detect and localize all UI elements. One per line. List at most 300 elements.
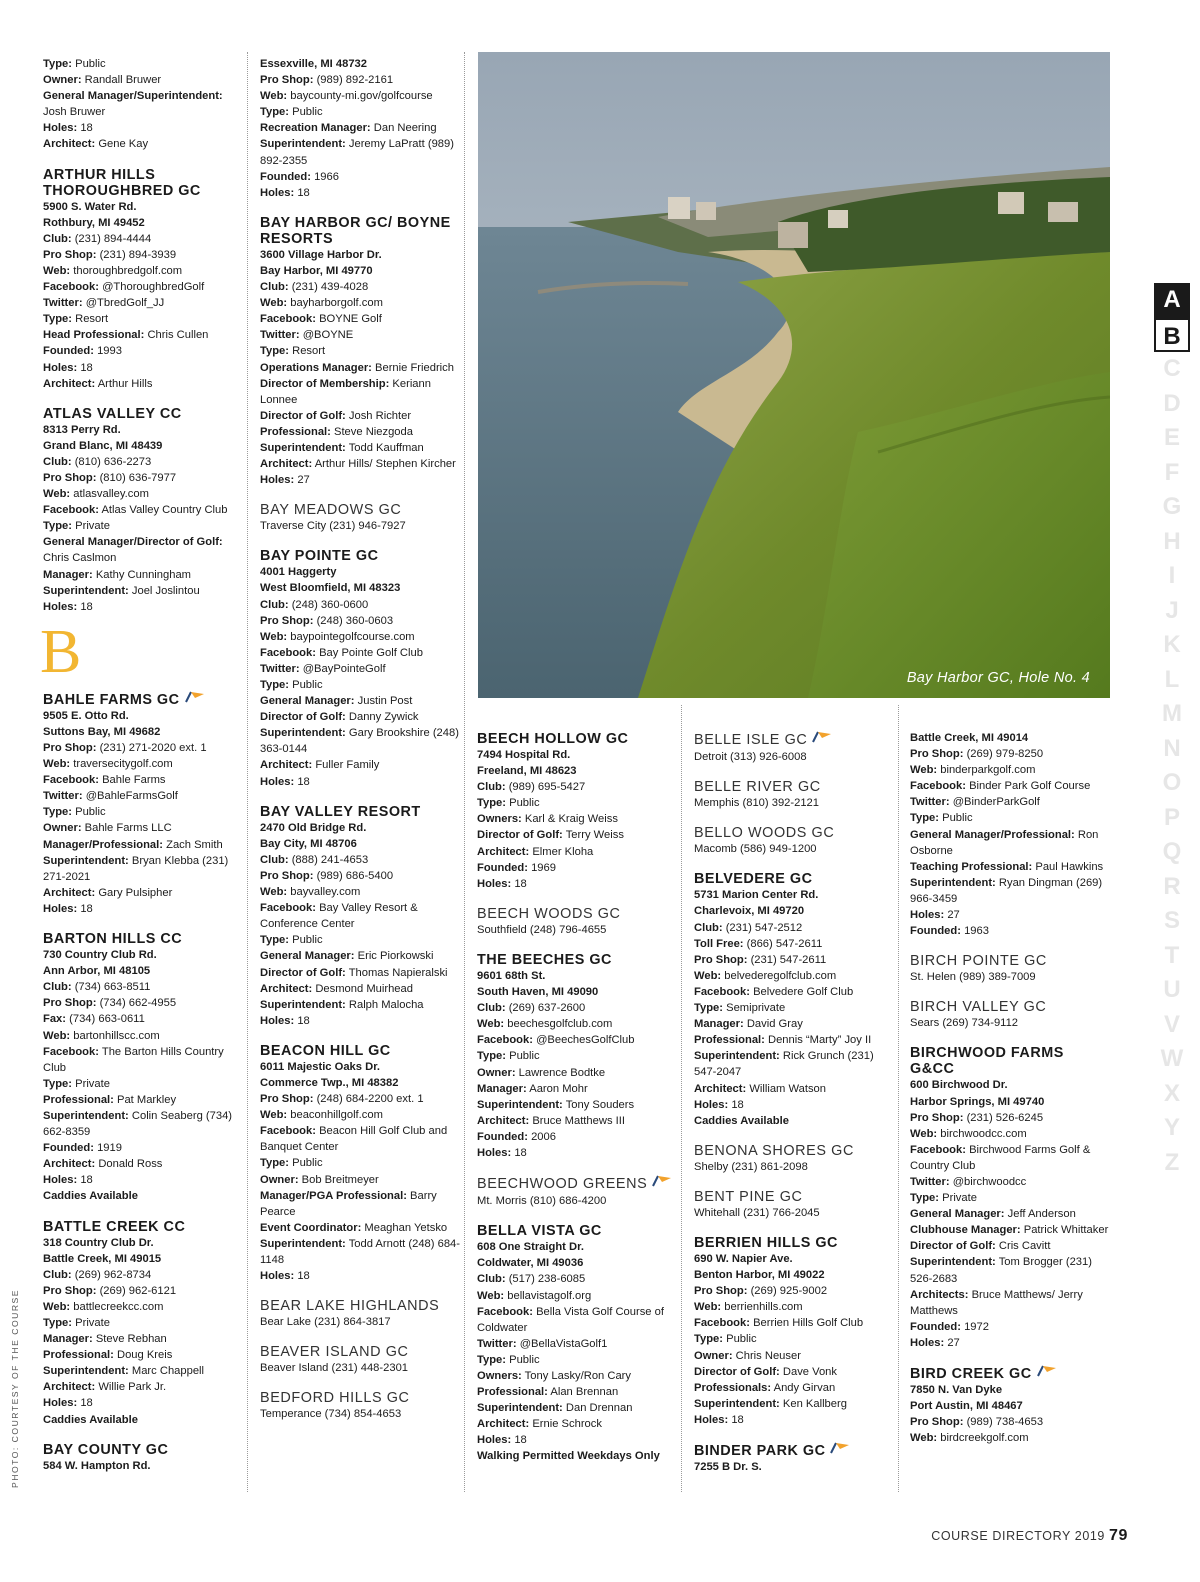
field-label: Type: xyxy=(260,934,290,947)
field-value: Resort xyxy=(75,313,109,326)
field-label: Superintendent: xyxy=(260,727,346,740)
course-name: BAHLE FARMS GC xyxy=(43,691,180,708)
listing-berrien-hills xyxy=(694,1235,894,1428)
field-value: David Gray xyxy=(746,1018,803,1031)
web-link[interactable]: beechesgolfclub.com xyxy=(507,1018,613,1031)
address: 584 W. Hampton Rd. xyxy=(43,1459,151,1472)
field-value: 18 xyxy=(731,1413,744,1426)
field-label: Architect: xyxy=(477,1114,530,1127)
field-label: Director of Golf: xyxy=(694,1365,780,1378)
field-label: Architect: xyxy=(477,1418,530,1431)
field-value: Berrien Hills Golf Club xyxy=(753,1317,864,1330)
field-label: Type: xyxy=(260,345,290,358)
field-value: Donald Ross xyxy=(98,1158,163,1171)
course-name: BEDFORD HILLS GC xyxy=(260,1390,410,1407)
field-value: 18 xyxy=(80,600,93,613)
course-name: BELLE ISLE GC xyxy=(694,732,808,748)
field-label: Facebook: xyxy=(910,780,966,793)
listing-continued xyxy=(910,730,1110,939)
field-label: Web: xyxy=(43,488,71,501)
field-value: (269) 979-8250 xyxy=(966,748,1044,761)
field-value: Private xyxy=(942,1192,977,1205)
web-link[interactable]: baypointegolfcourse.com xyxy=(290,630,415,643)
tab-y[interactable]: Y xyxy=(1163,1114,1180,1141)
field-value: (269) 925-9002 xyxy=(750,1285,828,1298)
course-info: Beaver Island (231) 448-2301 xyxy=(260,1362,409,1375)
field-label: Superintendent: xyxy=(260,998,346,1011)
web-link[interactable]: battlecreekcc.com xyxy=(73,1300,164,1313)
field-value: Dan Drennan xyxy=(565,1402,633,1415)
address: 7255 B Dr. S. xyxy=(694,1461,762,1473)
field-label: Type: xyxy=(43,58,73,70)
field-value: 18 xyxy=(731,1098,744,1111)
tab-e[interactable]: E xyxy=(1163,424,1180,451)
tab-k[interactable]: K xyxy=(1163,631,1181,658)
column-1 xyxy=(40,57,243,1482)
field-label: Superintendent: xyxy=(43,1109,129,1122)
field-label: Holes: xyxy=(260,775,295,788)
listing-bay-county xyxy=(43,1442,243,1474)
city: Benton Harbor, MI 49022 xyxy=(694,1269,825,1282)
course-name: BAY VALLEY RESORT xyxy=(260,803,421,820)
address: 690 W. Napier Ave. xyxy=(694,1252,793,1265)
tab-b[interactable]: B xyxy=(1154,318,1190,353)
web-link[interactable]: atlasvalley.com xyxy=(73,488,149,501)
field-label: Pro Shop: xyxy=(43,997,97,1010)
field-label: Director of Golf: xyxy=(910,1240,996,1253)
column-divider xyxy=(681,705,682,1492)
course-name: BATTLE CREEK CC xyxy=(43,1218,186,1235)
field-label: Club: xyxy=(43,981,72,994)
field-value: Private xyxy=(75,1317,110,1329)
field-value: (989) 892-2161 xyxy=(316,74,394,87)
field-value: Joel Joslintou xyxy=(131,584,200,597)
field-label: Pro Shop: xyxy=(43,1284,97,1297)
field-value: 1919 xyxy=(97,1142,122,1155)
letter-index xyxy=(1148,283,1190,1180)
field-label: Type: xyxy=(43,806,73,819)
course-info: Detroit (313) 926-6008 xyxy=(694,751,807,764)
flag-icon xyxy=(651,1175,673,1187)
tab-o[interactable]: O xyxy=(1162,769,1182,796)
course-name: BENT PINE GC xyxy=(694,1188,803,1205)
column-3 xyxy=(477,731,677,1473)
field-value: @BeechesGolfClub xyxy=(536,1034,635,1047)
publication-title: COURSE DIRECTORY 2019 xyxy=(931,1529,1105,1543)
city: Harbor Springs, MI 49740 xyxy=(910,1095,1045,1108)
course-name: BARTON HILLS CC xyxy=(43,931,183,948)
web-link[interactable]: beaconhillgolf.com xyxy=(290,1109,383,1122)
tab-n[interactable]: N xyxy=(1163,734,1181,762)
city: Grand Blanc, MI 48439 xyxy=(43,439,163,452)
field-label: General Manager: xyxy=(260,695,355,708)
address: 600 Birchwood Dr. xyxy=(910,1079,1008,1092)
field-label: Manager: xyxy=(694,1018,744,1031)
field-value: (231) 547-2512 xyxy=(725,921,803,934)
field-value: 18 xyxy=(297,1014,310,1027)
field-value: (888) 241-4653 xyxy=(291,853,369,866)
web-link[interactable]: bayharborgolf.com xyxy=(290,297,383,310)
field-value: Ken Kallberg xyxy=(782,1397,847,1410)
web-link[interactable]: binderparkgolf.com xyxy=(940,764,1036,777)
tab-g[interactable]: G xyxy=(1162,493,1182,520)
photo-credit: PHOTO: COURTESY OF THE COURSE xyxy=(10,1288,20,1488)
field-label: Web: xyxy=(910,1432,938,1445)
field-value: @BOYNE xyxy=(302,329,354,342)
field-label: Facebook: xyxy=(910,1143,966,1156)
field-label: Architect: xyxy=(477,845,530,858)
web-link[interactable]: berrienhills.com xyxy=(724,1301,803,1314)
field-label: Club: xyxy=(43,455,72,468)
field-value: Desmond Muirhead xyxy=(315,982,413,995)
field-label: Holes: xyxy=(260,1014,295,1027)
listing-beech-woods xyxy=(477,906,677,938)
field-label: Architect: xyxy=(260,458,313,471)
field-value: (231) 894-4444 xyxy=(74,232,152,245)
field-value: (810) 636-2273 xyxy=(74,455,152,468)
course-name: BAY COUNTY GC xyxy=(43,1441,169,1458)
listing-bay-harbor xyxy=(260,215,462,488)
listing-bent-pine xyxy=(694,1189,894,1221)
field-value: (269) 962-8734 xyxy=(74,1268,152,1281)
tab-r[interactable]: R xyxy=(1163,872,1181,900)
web-link[interactable]: bartonhillscc.com xyxy=(73,1029,160,1042)
web-link[interactable]: thoroughbredgolf.com xyxy=(73,264,183,277)
course-name: BEECH HOLLOW GC xyxy=(477,731,629,747)
field-label: Head Professional: xyxy=(43,329,145,342)
tab-v[interactable]: V xyxy=(1163,1010,1180,1038)
tab-p[interactable]: P xyxy=(1163,803,1180,831)
field-value: Bahle Farms xyxy=(102,774,166,787)
web-link[interactable]: bellavistagolf.org xyxy=(507,1289,592,1302)
field-value: William Watson xyxy=(749,1082,826,1095)
page-footer xyxy=(931,1527,1128,1545)
tab-l[interactable]: L xyxy=(1164,665,1180,693)
field-value: 18 xyxy=(297,775,310,788)
field-value: Bob Breitmeyer xyxy=(301,1173,379,1186)
field-value: Ralph Malocha xyxy=(348,998,424,1011)
field-value: Karl & Kraig Weiss xyxy=(524,813,618,826)
field-label: Web: xyxy=(43,264,71,277)
course-info: Macomb (586) 949-1200 xyxy=(694,843,817,856)
field-value: Rick Grunch (231) 547-2047 xyxy=(694,1050,874,1079)
field-value: 27 xyxy=(947,909,960,922)
web-link[interactable]: bayvalley.com xyxy=(290,886,361,899)
listing-continued xyxy=(43,56,243,153)
field-value: 18 xyxy=(297,1270,310,1283)
field-label: Facebook: xyxy=(477,1034,533,1047)
course-name: BEECHWOOD GREENS xyxy=(477,1176,648,1193)
field-label: Pro Shop: xyxy=(910,1111,964,1124)
field-value: (269) 962-6121 xyxy=(99,1284,177,1297)
field-label: Pro Shop: xyxy=(260,869,314,882)
course-name-row xyxy=(43,691,243,708)
web-link[interactable]: birdcreekgolf.com xyxy=(940,1432,1029,1445)
field-label: Web: xyxy=(43,1300,71,1313)
field-label: Founded: xyxy=(43,345,94,358)
course-name-row xyxy=(477,1175,677,1193)
field-value: 1972 xyxy=(964,1320,989,1333)
listing-continued xyxy=(260,56,462,201)
web-link[interactable]: traversecitygolf.com xyxy=(73,758,173,771)
field-label: Type: xyxy=(43,1317,73,1329)
field-label: Web: xyxy=(260,90,288,103)
field-label: Web: xyxy=(43,758,71,771)
field-value: Willie Park Jr. xyxy=(98,1381,167,1394)
field-value: (248) 360-0603 xyxy=(316,614,394,627)
field-value: @TbredGolf_JJ xyxy=(85,297,165,310)
tab-z[interactable]: Z xyxy=(1164,1148,1180,1176)
field-value: Bahle Farms LLC xyxy=(84,822,172,835)
column-divider xyxy=(898,705,899,1492)
field-label: Holes: xyxy=(694,1098,729,1111)
field-value: 1963 xyxy=(964,925,989,938)
field-value: Bruce Matthews III xyxy=(532,1114,625,1127)
tab-d[interactable]: D xyxy=(1163,389,1181,417)
field-label: Toll Free: xyxy=(694,937,744,950)
column-4 xyxy=(694,731,894,1483)
city: Charlevoix, MI 49720 xyxy=(694,905,805,918)
field-label: Founded: xyxy=(260,170,311,183)
field-value: Arthur Hills xyxy=(97,377,153,390)
field-value: Bay Pointe Golf Club xyxy=(319,646,423,659)
field-label: Web: xyxy=(910,764,938,777)
field-value: (734) 662-4955 xyxy=(99,997,177,1010)
field-label: Pro Shop: xyxy=(43,742,97,754)
field-label: Founded: xyxy=(910,1320,961,1333)
listing-benona-shores xyxy=(694,1143,894,1175)
field-value: Public xyxy=(509,1353,540,1366)
field-label: Club: xyxy=(260,281,289,294)
field-label: Club: xyxy=(43,232,72,245)
listing-bird-creek xyxy=(910,1365,1110,1446)
tab-h[interactable]: H xyxy=(1163,527,1181,555)
course-info: Shelby (231) 861-2098 xyxy=(694,1160,808,1173)
course-info: Temperance (734) 854-4653 xyxy=(260,1408,402,1421)
field-value: Thomas Napieralski xyxy=(348,966,448,979)
field-label: Club: xyxy=(477,781,506,794)
field-label: General Manager: xyxy=(260,950,355,963)
field-value: 18 xyxy=(80,361,93,374)
field-label: General Manager/Professional: xyxy=(910,828,1075,841)
field-label: Pro Shop: xyxy=(910,748,964,761)
tab-t[interactable]: T xyxy=(1164,941,1180,969)
field-label: Professional: xyxy=(694,1034,765,1047)
field-label: Pro Shop: xyxy=(694,953,748,966)
field-value: Danny Zywick xyxy=(348,711,419,724)
course-info: Mt. Morris (810) 686-4200 xyxy=(477,1195,607,1208)
field-label: Architect: xyxy=(43,1381,96,1394)
tab-s[interactable]: S xyxy=(1163,907,1180,934)
field-value: Fuller Family xyxy=(315,759,380,772)
flag-icon xyxy=(1036,1365,1058,1377)
course-name: BELVEDERE GC xyxy=(694,871,813,888)
field-label: General Manager/Director of Golf: xyxy=(43,536,223,549)
city: Rothbury, MI 49452 xyxy=(43,216,145,229)
feature-photo xyxy=(478,52,1110,698)
listing-birchwood-farms xyxy=(910,1045,1110,1351)
field-label: Twitter: xyxy=(260,329,300,342)
course-name: ATLAS VALLEY CC xyxy=(43,405,182,422)
field-value: Chris Caslmon xyxy=(43,552,117,565)
field-value: 18 xyxy=(80,122,93,135)
address: 6011 Majestic Oaks Dr. xyxy=(260,1060,381,1073)
address: 318 Country Club Dr. xyxy=(43,1236,154,1249)
field-value: (231) 547-2611 xyxy=(750,953,827,966)
field-value: Arthur Hills/ Stephen Kircher xyxy=(314,458,456,471)
tab-j[interactable]: J xyxy=(1165,596,1179,624)
field-label: Founded: xyxy=(43,1142,94,1155)
course-name: BIRD CREEK GC xyxy=(910,1366,1032,1382)
tab-f[interactable]: F xyxy=(1164,458,1180,486)
field-value: Dennis “Marty” Joy II xyxy=(767,1034,872,1047)
course-name: BEAVER ISLAND GC xyxy=(260,1344,409,1361)
field-label: Founded: xyxy=(477,861,528,874)
field-value: (989) 695-5427 xyxy=(508,781,586,794)
course-name: BIRCHWOOD FARMS G&CC xyxy=(910,1045,1064,1078)
field-value: Tony Lasky/Ron Cary xyxy=(524,1370,631,1382)
field-value: @birchwoodcc xyxy=(952,1175,1027,1188)
field-value: Randall Bruwer xyxy=(84,74,162,87)
course-name: BELLO WOODS GC xyxy=(694,825,835,842)
field-label: Holes: xyxy=(43,1397,78,1410)
web-link[interactable]: belvederegolfclub.com xyxy=(724,969,837,982)
listing-bedford-hills xyxy=(260,1390,462,1422)
tab-q[interactable]: Q xyxy=(1162,838,1182,865)
course-name: BELLA VISTA GC xyxy=(477,1223,602,1240)
flag-icon xyxy=(811,731,833,743)
field-label: Event Coordinator: xyxy=(260,1221,362,1234)
field-label: Owner: xyxy=(477,1066,516,1079)
field-value: Public xyxy=(726,1333,757,1346)
course-name: THE BEECHES GC xyxy=(477,951,612,968)
tab-x[interactable]: X xyxy=(1163,1079,1180,1107)
field-label: Manager: xyxy=(43,1333,93,1346)
course-name-row xyxy=(694,1442,894,1459)
course-info: St. Helen (989) 389-7009 xyxy=(910,971,1036,984)
field-label: Architect: xyxy=(260,759,313,772)
city: Port Austin, MI 48467 xyxy=(910,1400,1023,1413)
field-label: Holes: xyxy=(43,1174,78,1187)
field-label: Holes: xyxy=(43,122,78,135)
tab-u[interactable]: U xyxy=(1163,976,1181,1003)
field-value: (231) 439-4028 xyxy=(291,281,369,294)
field-value: Bay Valley Resort & Conference Center xyxy=(260,902,418,931)
field-label: Type: xyxy=(477,797,507,810)
course-name: BAY POINTE GC xyxy=(260,548,379,565)
field-label: Owners: xyxy=(477,813,522,826)
field-label: Operations Manager: xyxy=(260,361,372,374)
tab-i[interactable]: I xyxy=(1168,562,1176,589)
field-label: Facebook: xyxy=(43,774,99,787)
field-value: Paul Hawkins xyxy=(1035,860,1104,873)
field-value: Semiprivate xyxy=(726,1002,786,1015)
field-value: Terry Weiss xyxy=(565,829,624,842)
field-label: Pro Shop: xyxy=(43,248,97,261)
field-label: Clubhouse Manager: xyxy=(910,1224,1021,1237)
field-label: Architect: xyxy=(260,982,313,995)
field-label: Architect: xyxy=(694,1082,747,1095)
listing-belle-river xyxy=(694,779,894,811)
tab-w[interactable]: W xyxy=(1160,1045,1184,1072)
field-label: Club: xyxy=(260,853,289,866)
listing-bay-meadows xyxy=(260,502,462,534)
field-label: Holes: xyxy=(910,909,945,922)
field-label: Superintendent: xyxy=(260,1237,346,1250)
field-value: Binder Park Golf Course xyxy=(969,780,1091,793)
field-label: Club: xyxy=(477,1273,506,1286)
listing-bella-vista xyxy=(477,1223,677,1464)
field-label: Pro Shop: xyxy=(260,614,314,627)
field-value: (989) 738-4653 xyxy=(966,1416,1044,1429)
column-divider xyxy=(464,52,465,1492)
field-value: 18 xyxy=(514,877,527,890)
course-name-row xyxy=(910,1365,1110,1382)
field-value: 1969 xyxy=(531,861,556,874)
field-label: Holes: xyxy=(260,474,295,487)
field-label: Club: xyxy=(43,1268,72,1281)
field-label: Superintendent: xyxy=(910,1256,996,1269)
field-value: Private xyxy=(75,1077,110,1090)
field-value: Steve Rebhan xyxy=(95,1333,167,1346)
listing-atlas-valley xyxy=(43,406,243,615)
city: Suttons Bay, MI 49682 xyxy=(43,725,161,738)
listing-birch-pointe xyxy=(910,953,1110,985)
field-value: Public xyxy=(75,58,106,70)
city: Battle Creek, MI 49014 xyxy=(910,732,1029,744)
course-name: BEACON HILL GC xyxy=(260,1042,391,1059)
field-value: Ron Osborne xyxy=(910,828,1099,857)
course-info: Memphis (810) 392-2121 xyxy=(694,797,819,810)
field-value: Birchwood Farms Golf & Country Club xyxy=(910,1143,1091,1172)
field-value: Public xyxy=(292,679,323,691)
field-label: Manager: xyxy=(477,1082,527,1095)
field-label: Pro Shop: xyxy=(43,471,97,484)
amenity-note: Caddies Available xyxy=(43,1413,138,1426)
course-name: ARTHUR HILLS THOROUGHBRED GC xyxy=(43,166,201,199)
field-value: Gary Pulsipher xyxy=(98,886,173,899)
field-label: Holes: xyxy=(477,1434,512,1447)
field-value: Zach Smith xyxy=(166,838,223,851)
listing-beech-hollow xyxy=(477,731,677,892)
field-label: Type: xyxy=(43,1077,73,1090)
field-label: Superintendent: xyxy=(477,1098,563,1111)
field-label: Web: xyxy=(477,1289,505,1302)
field-value: Elmer Kloha xyxy=(532,845,594,858)
field-label: Director of Golf: xyxy=(260,966,346,979)
field-value: Chris Neuser xyxy=(735,1349,801,1362)
listing-bay-valley xyxy=(260,804,462,1029)
course-name: BERRIEN HILLS GC xyxy=(694,1234,838,1251)
course-name: BELLE RIVER GC xyxy=(694,779,821,796)
tab-m[interactable]: M xyxy=(1162,700,1182,727)
web-link[interactable]: birchwoodcc.com xyxy=(940,1127,1027,1140)
web-link[interactable]: baycounty-mi.gov/golfcourse xyxy=(290,90,433,103)
field-value: Bryan Klebba (231) 271-2021 xyxy=(43,854,229,883)
listing-bear-lake xyxy=(260,1298,462,1330)
field-label: Twitter: xyxy=(477,1337,517,1350)
tab-a[interactable]: A xyxy=(1154,283,1190,318)
page-number: 79 xyxy=(1109,1527,1128,1544)
tab-c[interactable]: C xyxy=(1163,355,1181,382)
field-label: Fax: xyxy=(43,1013,67,1026)
field-value: Josh Bruwer xyxy=(43,106,106,119)
field-label: Holes: xyxy=(694,1413,729,1426)
course-name: BAY HARBOR GC/ BOYNE RESORTS xyxy=(260,214,451,247)
listing-bahle-farms xyxy=(43,691,243,917)
field-value: Bruce Matthews/ Jerry Matthews xyxy=(910,1288,1083,1317)
field-value: Public xyxy=(292,1157,323,1170)
